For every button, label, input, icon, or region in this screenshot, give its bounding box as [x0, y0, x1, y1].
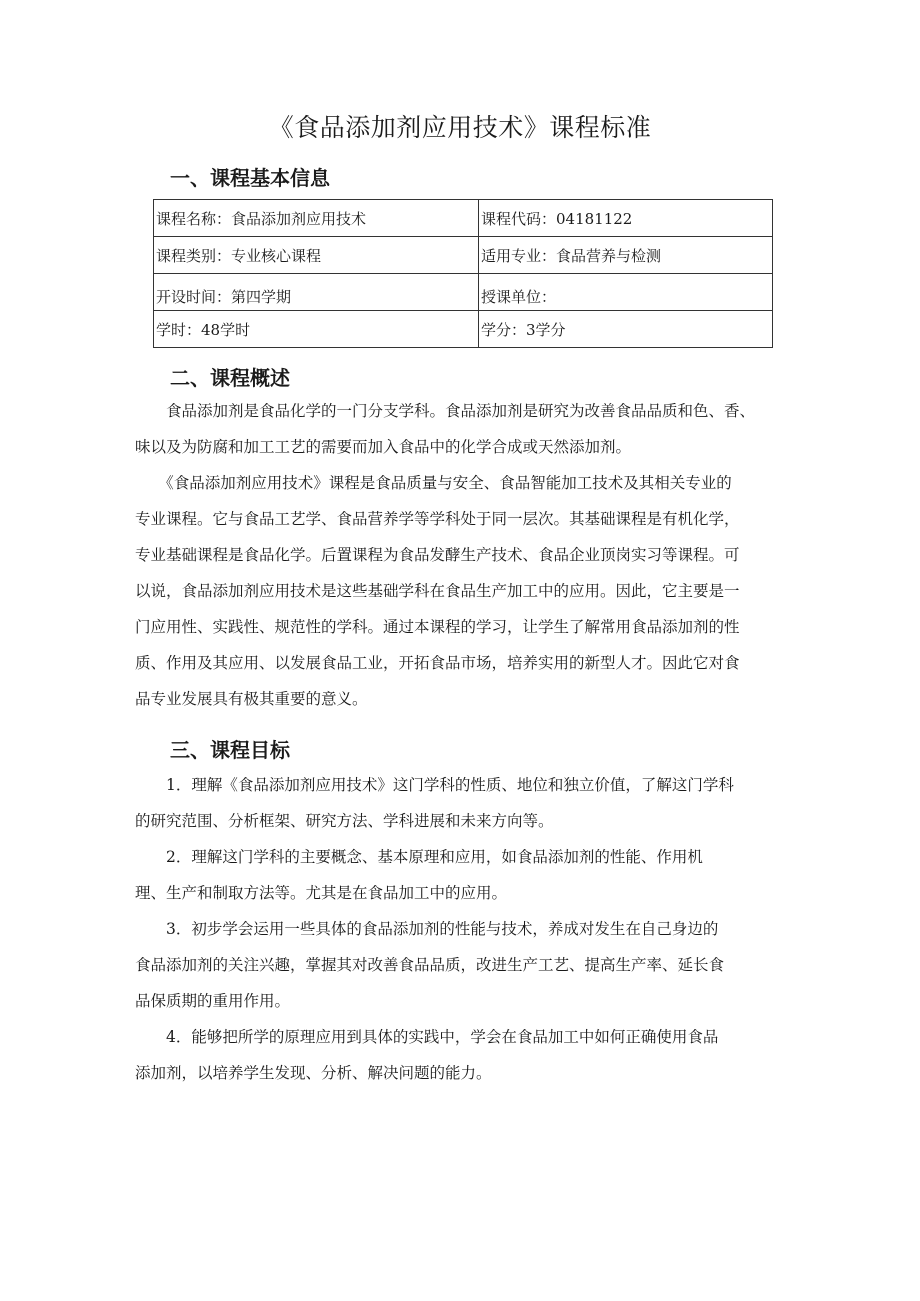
text-line: 食品添加剂的关注兴趣，掌握其对改善食品品质，改进生产工艺、提高生产率、延长食 [135, 956, 725, 974]
section-heading-objectives: 三、课程目标 [170, 738, 290, 762]
objective-item-2 [135, 839, 800, 911]
table-cell: 学分：3学分 [479, 311, 773, 348]
objective-item-4 [135, 1019, 800, 1091]
overview-paragraph-1 [135, 393, 800, 465]
text-line: 品专业发展具有极其重要的意义。 [135, 690, 368, 708]
table-cell: 授课单位： [479, 274, 773, 311]
objective-item-1 [135, 767, 800, 839]
text-line: 3．初步学会运用一些具体的食品添加剂的性能与技术，养成对发生在自己身边的 [135, 920, 719, 938]
text-line: 1．理解《食品添加剂应用技术》这门学科的性质、地位和独立价值，了解这门学科 [135, 776, 734, 794]
overview-paragraph-2 [135, 465, 800, 717]
table-row [154, 311, 773, 348]
table-cell: 课程名称：食品添加剂应用技术 [154, 200, 479, 237]
document-title: 《食品添加剂应用技术》课程标准 [268, 113, 652, 142]
table-cell: 适用专业：食品营养与检测 [479, 237, 773, 274]
text-line: 专业基础课程是食品化学。后置课程为食品发酵生产技术、食品企业顶岗实习等课程。可 [135, 546, 740, 564]
table-cell: 开设时间：第四学期 [154, 274, 479, 311]
text-line: 食品添加剂是食品化学的一门分支学科。食品添加剂是研究为改善食品品质和色、香、 [135, 402, 756, 420]
objective-item-3 [135, 911, 800, 1019]
text-line: 4．能够把所学的原理应用到具体的实践中，学会在食品加工中如何正确使用食品 [135, 1028, 719, 1046]
table-row [154, 200, 773, 237]
text-line: 品保质期的重用作用。 [135, 992, 291, 1010]
section-heading-overview: 二、课程概述 [170, 366, 290, 390]
section-heading-basic-info: 一、课程基本信息 [170, 166, 330, 190]
table-row [154, 237, 773, 274]
table-cell: 课程类别：专业核心课程 [154, 237, 479, 274]
text-line: 专业课程。它与食品工艺学、食品营养学等学科处于同一层次。其基础课程是有机化学， [135, 510, 740, 528]
text-line: 味以及为防腐和加工工艺的需要而加入食品中的化学合成或天然添加剂。 [135, 438, 632, 456]
text-line: 以说，食品添加剂应用技术是这些基础学科在食品生产加工中的应用。因此，它主要是一 [135, 582, 740, 600]
text-line: 质、作用及其应用、以发展食品工业，开拓食品市场，培养实用的新型人才。因此它对食 [135, 654, 740, 672]
text-line: 添加剂，以培养学生发现、分析、解决问题的能力。 [135, 1064, 492, 1082]
table-cell: 学时：48学时 [154, 311, 479, 348]
text-line: 2．理解这门学科的主要概念、基本原理和应用，如食品添加剂的性能、作用机 [135, 848, 703, 866]
course-info-table [153, 199, 773, 348]
table-row [154, 274, 773, 311]
text-line: 理、生产和制取方法等。尤其是在食品加工中的应用。 [135, 884, 508, 902]
text-line: 《食品添加剂应用技术》课程是食品质量与安全、食品智能加工技术及其相关专业的 [135, 474, 732, 492]
text-line: 的研究范围、分析框架、研究方法、学科进展和未来方向等。 [135, 812, 554, 830]
text-line: 门应用性、实践性、规范性的学科。通过本课程的学习，让学生了解常用食品添加剂的性 [135, 618, 740, 636]
table-cell: 课程代码：04181122 [479, 200, 773, 237]
